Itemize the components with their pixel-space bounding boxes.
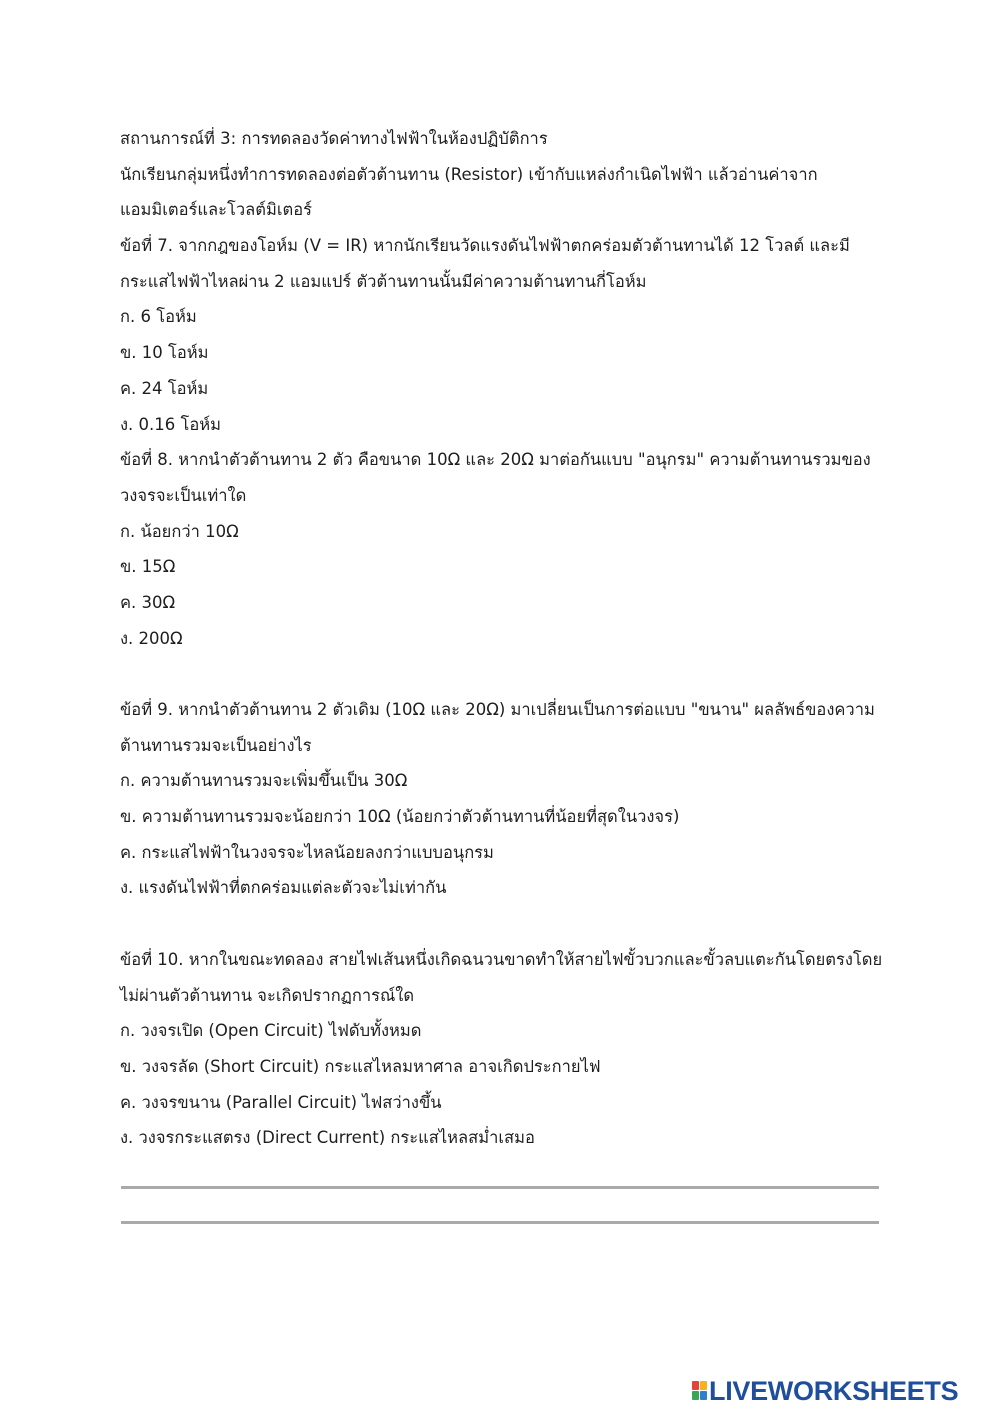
question-10: ข้อที่ 10. หากในขณะทดลอง สายไฟเส้นหนึ่งเกิดฉนวนขาดทำให้สายไฟขั้วบวกและขั้วลบแตะกันโดยตรงโดย xyxy=(120,949,883,969)
question-10: ไม่ผ่านตัวต้านทาน จะเกิดปรากฏการณ์ใด xyxy=(120,985,415,1005)
liveworksheets-logo-icon xyxy=(692,1381,707,1401)
question-7-option-d: ง. 0.16 โอห์ม xyxy=(120,414,222,434)
question-10-option-c: ค. วงจรขนาน (Parallel Circuit) ไฟสว่างขึ้น xyxy=(120,1092,442,1112)
question-9: ต้านทานรวมจะเป็นอย่างไร xyxy=(120,735,312,755)
question-9-option-d: ง. แรงดันไฟฟ้าที่ตกคร่อมแต่ละตัวจะไม่เท่ากัน xyxy=(120,878,447,898)
question-9: ข้อที่ 9. หากนำตัวต้านทาน 2 ตัวเดิม (10Ω และ 20Ω) มาเปลี่ยนเป็นการต่อแบบ "ขนาน" ผลลัพธ์ของความ xyxy=(120,700,875,719)
question-7: ข้อที่ 7. จากกฎของโอห์ม (V = IR) หากนักเรียนวัดแรงดันไฟฟ้าตกคร่อมตัวต้านทานได้ 12 โวลต์ และมี xyxy=(120,236,850,256)
spacer xyxy=(120,656,900,692)
question-7-option-c: ค. 24 โอห์ม xyxy=(120,378,209,398)
question-10-option-b: ข. วงจรลัด (Short Circuit) กระแสไหลมหาศาล อาจเกิดประกายไฟ xyxy=(120,1056,601,1076)
question-7-option-b: ข. 10 โอห์ม xyxy=(120,343,209,363)
question-8: วงจรจะเป็นเท่าใด xyxy=(120,485,247,505)
liveworksheets-logo xyxy=(692,1378,958,1404)
spacer xyxy=(120,906,900,942)
question-10-option-d: ง. วงจรกระแสตรง (Direct Current) กระแสไหลสม่ำเสมอ xyxy=(120,1128,535,1148)
logo-square-icon xyxy=(700,1391,707,1400)
question-8-option-b: ข. 15Ω xyxy=(120,557,176,577)
question-8-option-c: ค. 30Ω xyxy=(120,592,176,612)
question-9-option-c: ค. กระแสไฟฟ้าในวงจรจะไหลน้อยลงกว่าแบบอนุกรม xyxy=(120,842,494,862)
scenario-description: นักเรียนกลุ่มหนึ่งทำการทดลองต่อตัวต้านทาน (Resistor) เข้ากับแหล่งกำเนิดไฟฟ้า แล้วอ่านค่าจาก xyxy=(120,164,818,184)
worksheet-body xyxy=(120,121,900,1156)
question-10-option-a: ก. วงจรเปิด (Open Circuit) ไฟดับทั้งหมด xyxy=(120,1021,422,1041)
scenario-description: แอมมิเตอร์และโวลต์มิเตอร์ xyxy=(120,200,312,220)
logo-square-icon xyxy=(700,1381,707,1390)
logo-square-icon xyxy=(692,1381,699,1390)
question-7-option-a: ก. 6 โอห์ม xyxy=(120,307,197,327)
brand-name: LIVEWORKSHEETS xyxy=(709,1376,959,1406)
scenario-title: สถานการณ์ที่ 3: การทดลองวัดค่าทางไฟฟ้าในห้องปฏิบัติการ xyxy=(120,129,548,148)
answer-line[interactable] xyxy=(121,1186,879,1189)
question-9-option-b: ข. ความต้านทานรวมจะน้อยกว่า 10Ω (น้อยกว่าตัวต้านทานที่น้อยที่สุดในวงจร) xyxy=(120,807,680,827)
question-8-option-a: ก. น้อยกว่า 10Ω xyxy=(120,521,239,541)
question-8-option-d: ง. 200Ω xyxy=(120,628,183,648)
question-9-option-a: ก. ความต้านทานรวมจะเพิ่มขึ้นเป็น 30Ω xyxy=(120,771,408,791)
question-7: กระแสไฟฟ้าไหลผ่าน 2 แอมแปร์ ตัวต้านทานนั้นมีค่าความต้านทานกี่โอห์ม xyxy=(120,271,647,291)
answer-line[interactable] xyxy=(121,1221,879,1224)
question-8: ข้อที่ 8. หากนำตัวต้านทาน 2 ตัว คือขนาด 10Ω และ 20Ω มาต่อกันแบบ "อนุกรม" ความต้านทานรวมของ xyxy=(120,450,871,470)
logo-square-icon xyxy=(692,1391,699,1400)
